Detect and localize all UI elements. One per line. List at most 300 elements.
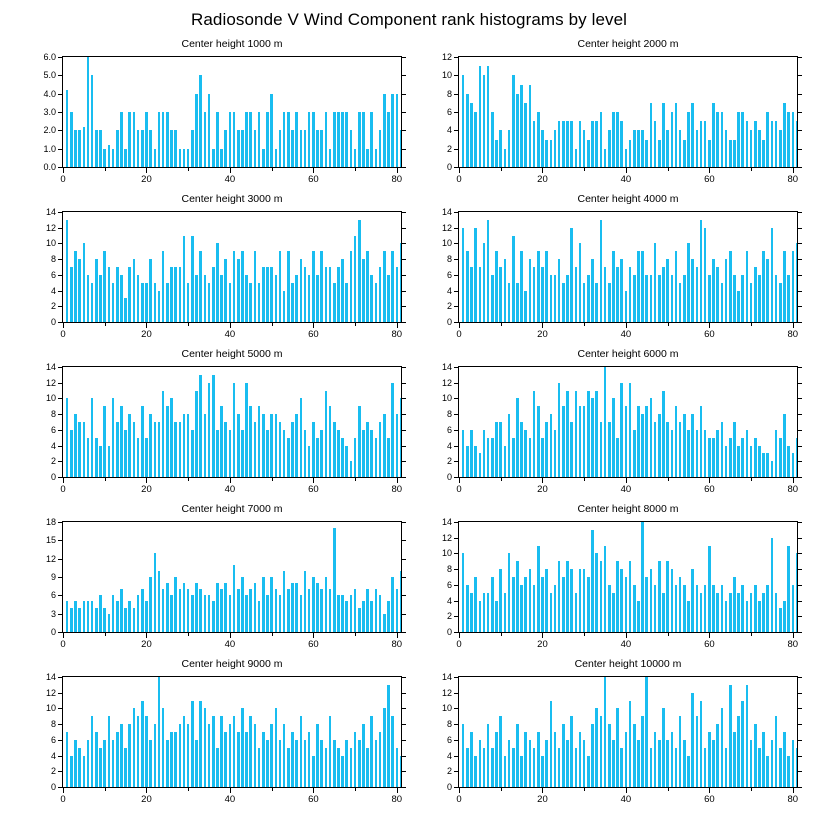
x-axis-minor-tick <box>355 478 356 481</box>
bar <box>128 601 131 632</box>
bar <box>195 583 198 632</box>
bar <box>95 732 98 787</box>
bar <box>87 438 90 477</box>
bar <box>696 585 699 632</box>
y-axis-tick-label: 8 <box>446 719 452 730</box>
y-axis-tick-label: 12 <box>45 687 56 698</box>
bar <box>766 453 769 477</box>
y-axis-tick <box>454 112 458 113</box>
bar <box>199 75 202 167</box>
bar <box>658 740 661 787</box>
bar <box>224 130 227 167</box>
bar <box>737 291 740 322</box>
bar <box>666 422 669 477</box>
bar <box>149 259 152 322</box>
y-axis-tick-label: 8 <box>446 564 452 575</box>
bar <box>779 130 782 167</box>
bar <box>329 589 332 632</box>
x-axis-tick <box>146 478 147 483</box>
bar <box>562 406 565 477</box>
bar <box>533 748 536 787</box>
x-axis-tick-label: 20 <box>141 329 152 340</box>
bar <box>362 601 365 632</box>
y-axis-tick-label: 10 <box>441 238 452 249</box>
bar <box>133 708 136 787</box>
bar <box>179 422 182 477</box>
bar <box>262 414 265 477</box>
bar <box>195 275 198 322</box>
bar <box>679 130 682 167</box>
bar <box>721 708 724 787</box>
bar <box>483 75 486 167</box>
x-axis-tick <box>313 168 314 173</box>
bar <box>771 538 774 632</box>
bar <box>154 283 157 322</box>
bar <box>208 383 211 477</box>
bar <box>604 267 607 322</box>
bar <box>725 259 728 322</box>
bar <box>554 732 557 787</box>
y-axis-tick-right <box>798 740 802 741</box>
bar <box>70 608 73 632</box>
bar <box>733 422 736 477</box>
bar <box>462 430 465 477</box>
bar <box>675 585 678 632</box>
bar <box>108 716 111 787</box>
bar <box>762 140 765 168</box>
bar <box>612 740 615 787</box>
bar <box>462 75 465 167</box>
bar <box>212 149 215 167</box>
bar <box>612 398 615 477</box>
bar <box>483 430 486 477</box>
bar <box>470 267 473 322</box>
bar <box>637 406 640 477</box>
bar <box>600 422 603 477</box>
bar <box>145 438 148 477</box>
bar <box>400 571 402 632</box>
y-axis-tick <box>454 275 458 276</box>
y-axis-tick <box>454 708 458 709</box>
bar <box>87 275 90 322</box>
y-axis-tick-right <box>798 522 802 523</box>
y-axis-tick-right <box>798 322 802 323</box>
bar <box>345 740 348 787</box>
y-axis-tick-right <box>798 167 802 168</box>
y-axis-tick <box>58 383 62 384</box>
x-axis-tick <box>63 478 64 483</box>
y-axis-tick-right <box>402 243 406 244</box>
bar <box>754 438 757 477</box>
chart-panel <box>22 38 403 188</box>
bar <box>345 601 348 632</box>
bar <box>337 748 340 787</box>
bar <box>746 601 749 632</box>
bar <box>116 267 119 322</box>
y-axis-tick-label: 0 <box>50 317 56 327</box>
y-axis-tick <box>58 708 62 709</box>
y-axis-tick <box>454 756 458 757</box>
x-axis-tick <box>63 788 64 793</box>
bar <box>220 716 223 787</box>
bar <box>712 438 715 477</box>
bar <box>683 585 686 632</box>
bar <box>133 422 136 477</box>
bar <box>629 383 632 477</box>
bar <box>583 283 586 322</box>
bar <box>516 94 519 167</box>
y-axis-tick <box>454 228 458 229</box>
bar <box>608 724 611 787</box>
bar <box>504 259 507 322</box>
bar <box>133 259 136 322</box>
bar <box>154 553 157 632</box>
bar <box>362 112 365 167</box>
bar <box>533 585 536 632</box>
bar <box>266 740 269 787</box>
x-axis-tick <box>459 633 460 638</box>
bar <box>128 112 131 167</box>
bar <box>300 259 303 322</box>
bar <box>512 438 515 477</box>
bar <box>633 585 636 632</box>
bar <box>354 438 357 477</box>
bar <box>704 430 707 477</box>
x-axis-tick <box>542 323 543 328</box>
bar <box>641 522 644 632</box>
bar <box>191 130 194 167</box>
bar <box>195 740 198 787</box>
bar <box>183 149 186 167</box>
bar <box>512 577 515 632</box>
y-axis-tick <box>58 243 62 244</box>
bar <box>208 283 211 322</box>
y-axis-tick-right <box>402 130 406 131</box>
y-axis-tick <box>58 614 62 615</box>
x-axis-tick <box>230 168 231 173</box>
bar <box>545 740 548 787</box>
y-axis-tick-right <box>798 538 802 539</box>
y-axis-tick-label: 14 <box>441 672 452 682</box>
bar <box>375 149 378 167</box>
y-axis-tick-right <box>798 414 802 415</box>
bar <box>337 112 340 167</box>
chart-panel <box>418 348 799 498</box>
y-axis-tick-right <box>798 461 802 462</box>
bar <box>204 112 207 167</box>
y-axis-tick-right <box>798 243 802 244</box>
bar <box>595 391 598 477</box>
x-axis-minor-tick <box>751 478 752 481</box>
bar <box>154 724 157 787</box>
bar <box>554 130 557 167</box>
bar <box>216 430 219 477</box>
y-axis-tick-right <box>798 212 802 213</box>
bar <box>700 220 703 322</box>
bar <box>112 283 115 322</box>
bar <box>683 740 686 787</box>
bar <box>208 595 211 632</box>
y-axis-tick-label: 4 <box>446 285 452 296</box>
bar <box>562 121 565 167</box>
bar <box>495 251 498 322</box>
bar <box>637 251 640 322</box>
x-axis-tick-label: 80 <box>787 484 799 495</box>
x-axis-tick-label: 40 <box>620 329 632 340</box>
bar <box>558 561 561 632</box>
x-axis-tick-label: 80 <box>787 639 799 650</box>
bar <box>103 608 106 632</box>
bar <box>350 595 353 632</box>
y-axis-tick <box>454 57 458 58</box>
bar <box>325 391 328 477</box>
bar <box>78 748 81 787</box>
bar <box>304 130 307 167</box>
bar <box>295 740 298 787</box>
bar <box>787 275 790 322</box>
bar <box>529 569 532 632</box>
bar <box>625 406 628 477</box>
panel-title: Center height 10000 m <box>574 658 682 670</box>
bar <box>258 406 261 477</box>
bar <box>312 577 315 632</box>
bar <box>308 275 311 322</box>
bar <box>783 732 786 787</box>
x-axis-tick <box>230 633 231 638</box>
bar <box>721 112 724 167</box>
y-axis-tick-label: 4.0 <box>43 88 56 99</box>
bar <box>570 422 573 477</box>
bar <box>658 140 661 168</box>
y-axis-tick-label: 4 <box>50 750 56 761</box>
y-axis-tick <box>58 130 62 131</box>
bar <box>345 112 348 167</box>
bar <box>658 561 661 632</box>
bar <box>195 94 198 167</box>
x-axis-tick <box>709 478 710 483</box>
y-axis-tick-label: 10 <box>441 393 452 404</box>
bar <box>479 453 482 477</box>
bar <box>712 585 715 632</box>
x-axis-tick-label: 20 <box>537 639 548 650</box>
y-axis-tick-right <box>798 569 802 570</box>
bar <box>87 57 90 167</box>
y-axis-tick-right <box>798 771 802 772</box>
bar <box>583 130 586 167</box>
bar <box>83 756 86 787</box>
y-axis-tick-right <box>798 756 802 757</box>
bar <box>779 748 782 787</box>
bar <box>746 430 749 477</box>
x-axis-tick <box>230 323 231 328</box>
y-axis-tick <box>58 446 62 447</box>
bar <box>166 740 169 787</box>
y-axis-tick-label: 3.0 <box>43 107 56 117</box>
y-axis-tick <box>454 553 458 554</box>
y-axis-tick <box>454 75 458 76</box>
bar <box>224 259 227 322</box>
y-axis-tick-right <box>402 559 406 560</box>
bar <box>675 406 678 477</box>
y-axis-tick-right <box>798 57 802 58</box>
panel-grid <box>0 38 818 824</box>
bar <box>766 585 769 632</box>
y-axis-tick <box>454 322 458 323</box>
bar <box>479 601 482 632</box>
plot-area <box>62 521 402 633</box>
bar <box>208 724 211 787</box>
bar <box>750 446 753 477</box>
y-axis-tick <box>454 771 458 772</box>
y-axis-tick-right <box>402 322 406 323</box>
y-axis-tick-label: 8 <box>50 254 56 265</box>
y-axis-tick <box>454 291 458 292</box>
panel-title: Center height 8000 m <box>577 503 679 515</box>
bar <box>483 748 486 787</box>
y-axis-tick-label: 0 <box>50 782 56 792</box>
bar <box>474 228 477 322</box>
y-axis-tick-label: 10 <box>45 703 56 714</box>
bar <box>633 275 636 322</box>
plot-area <box>62 211 402 323</box>
bar <box>650 569 653 632</box>
bar <box>633 430 636 477</box>
bar <box>645 577 648 632</box>
y-axis-tick-label: 0 <box>50 627 56 637</box>
y-axis-tick-right <box>798 616 802 617</box>
x-axis-tick <box>793 478 794 483</box>
bar <box>179 149 182 167</box>
bar <box>120 112 123 167</box>
bar <box>620 748 623 787</box>
bar <box>516 398 519 477</box>
bar <box>379 595 382 632</box>
bar <box>566 561 569 632</box>
bar <box>287 748 290 787</box>
y-axis-tick <box>454 585 458 586</box>
y-axis-tick <box>58 75 62 76</box>
bar <box>145 716 148 787</box>
bar <box>683 140 686 168</box>
bar <box>199 251 202 322</box>
x-axis-tick-label: 20 <box>141 639 152 650</box>
x-axis-tick-label: 80 <box>391 329 403 340</box>
y-axis-tick <box>58 740 62 741</box>
bar <box>658 275 661 322</box>
bar <box>316 583 319 632</box>
bar <box>233 251 236 322</box>
y-axis-tick-label: 2 <box>446 456 452 467</box>
x-axis-tick-label: 20 <box>141 174 152 185</box>
x-axis-minor-tick <box>751 168 752 171</box>
bar <box>587 140 590 168</box>
bar <box>396 414 399 477</box>
bar <box>370 601 373 632</box>
x-axis-minor-tick <box>188 788 189 791</box>
bar <box>128 414 131 477</box>
bar <box>216 112 219 167</box>
bar <box>166 583 169 632</box>
bar <box>270 577 273 632</box>
bar <box>387 275 390 322</box>
bar <box>504 756 507 787</box>
bar <box>600 112 603 167</box>
bar <box>83 127 86 167</box>
bar <box>741 438 744 477</box>
bar <box>787 756 790 787</box>
bar <box>379 732 382 787</box>
y-axis-tick <box>454 724 458 725</box>
bar <box>70 112 73 167</box>
y-axis-tick-label: 2 <box>50 301 56 312</box>
x-axis-minor-tick <box>105 478 106 481</box>
bar <box>762 732 765 787</box>
bar <box>241 577 244 632</box>
bar <box>712 103 715 167</box>
bar <box>691 414 694 477</box>
bar <box>721 585 724 632</box>
x-axis-minor-tick <box>668 323 669 326</box>
bar <box>491 577 494 632</box>
bar <box>554 275 557 322</box>
bar <box>570 121 573 167</box>
bar <box>254 583 257 632</box>
bar <box>633 724 636 787</box>
y-axis-tick-label: 14 <box>441 517 452 527</box>
y-axis-tick-label: 0.0 <box>43 162 56 172</box>
y-axis-tick <box>58 57 62 58</box>
bar <box>70 267 73 322</box>
bar <box>312 251 315 322</box>
bar <box>99 130 102 167</box>
bar <box>504 593 507 632</box>
bar <box>128 724 131 787</box>
bar <box>504 446 507 477</box>
bar <box>721 422 724 477</box>
bar <box>779 608 782 632</box>
y-axis-tick-label: 14 <box>45 362 56 372</box>
y-axis-tick <box>58 771 62 772</box>
bar <box>183 236 186 322</box>
bar <box>679 577 682 632</box>
bar <box>249 283 252 322</box>
x-axis-tick <box>63 168 64 173</box>
x-axis-tick <box>459 478 460 483</box>
bar <box>495 422 498 477</box>
x-axis-tick-label: 20 <box>537 484 548 495</box>
x-axis-tick <box>709 788 710 793</box>
y-axis-tick-label: 6 <box>446 269 452 280</box>
x-axis-tick-label: 60 <box>704 639 715 650</box>
bar <box>520 756 523 787</box>
bar <box>149 740 152 787</box>
bar <box>625 149 628 167</box>
bar <box>237 414 240 477</box>
bar <box>591 530 594 632</box>
y-axis-tick <box>454 461 458 462</box>
bar <box>520 251 523 322</box>
bar <box>550 701 553 787</box>
plot-area <box>458 366 798 478</box>
bar <box>679 283 682 322</box>
y-axis-tick-label: 0 <box>446 627 452 637</box>
bar <box>300 130 303 167</box>
x-axis-tick <box>397 168 398 173</box>
bar <box>700 701 703 787</box>
bar <box>787 112 790 167</box>
bar <box>74 414 77 477</box>
bar <box>504 149 507 167</box>
